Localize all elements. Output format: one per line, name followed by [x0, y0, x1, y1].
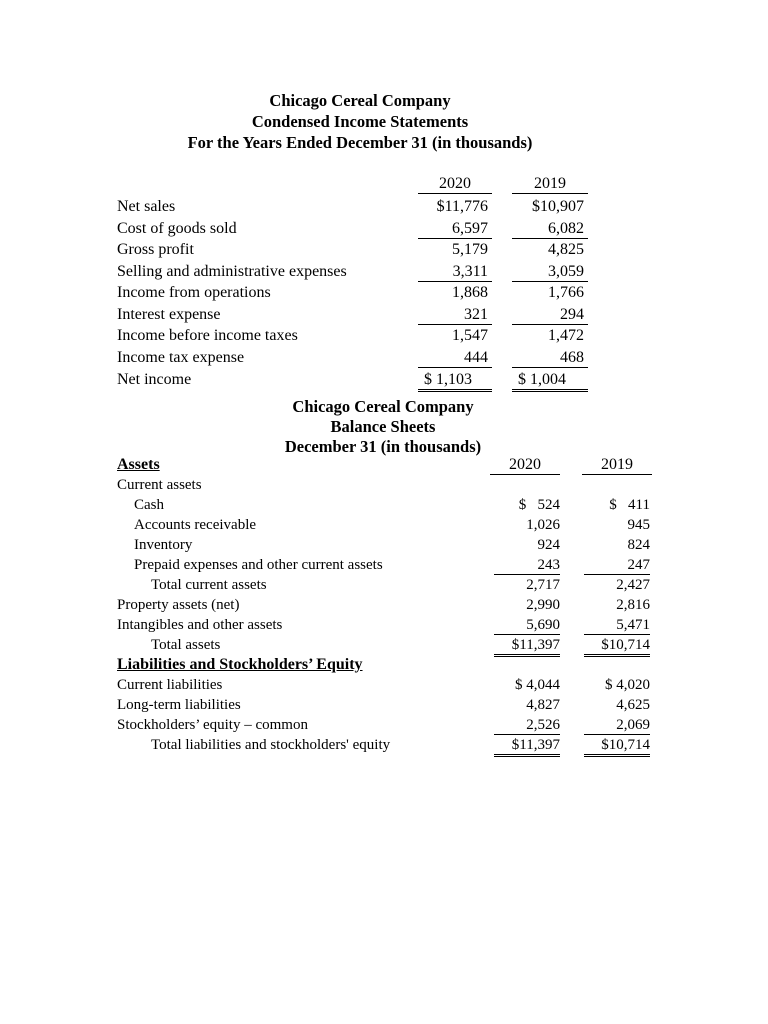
income-value-2019: 468: [512, 349, 588, 368]
liabilities-equity-heading: Liabilities and Stockholders’ Equity: [117, 656, 363, 673]
balance-value-2019: 2,069: [584, 717, 650, 735]
income-row-label: Net sales: [117, 198, 176, 215]
balance-value-2019: 247: [584, 557, 650, 575]
income-value-2019: $ 1,004: [512, 371, 588, 392]
income-value-2020: $ 1,103: [418, 371, 492, 392]
income-value-2020: 1,547: [452, 327, 488, 344]
income-row-label: Cost of goods sold: [117, 220, 237, 237]
income-company-title: Chicago Cereal Company: [269, 91, 451, 110]
income-row-label: Net income: [117, 371, 192, 388]
income-value-2019: $10,907: [532, 198, 584, 215]
income-value-2020: 5,179: [452, 241, 488, 258]
income-value-2019: 4,825: [548, 241, 584, 258]
income-value-2020: 444: [418, 349, 492, 368]
balance-value-2019: $10,714: [584, 637, 650, 657]
balance-sheet-title: Balance Sheets: [330, 417, 436, 436]
balance-value-2020: 2,526: [494, 717, 560, 735]
balance-row-label: Property assets (net): [117, 597, 240, 613]
income-row-label: Income tax expense: [117, 349, 245, 366]
income-value-2019: 294: [512, 306, 588, 325]
income-value-2020: 3,311: [418, 263, 492, 282]
balance-row-label: Total liabilities and stockholders' equity: [151, 737, 391, 753]
income-row-label: Income before income taxes: [117, 327, 298, 344]
income-value-2019: 1,766: [548, 284, 584, 301]
balance-value-2019: 4,625: [616, 697, 650, 713]
balance-value-2020: $ 524: [518, 497, 560, 513]
income-row-label: Income from operations: [117, 284, 271, 301]
balance-value-2019: 5,471: [584, 617, 650, 635]
balance-row-label: Prepaid expenses and other current assets: [134, 557, 383, 573]
balance-row-label: Current liabilities: [117, 677, 223, 693]
income-row-label: Gross profit: [117, 241, 194, 258]
balance-row-label: Cash: [134, 497, 164, 513]
balance-value-2020: $11,397: [494, 637, 560, 657]
balance-value-2019: $ 4,020: [605, 677, 650, 693]
assets-heading: Assets: [117, 456, 160, 473]
balance-row-label: Inventory: [134, 537, 193, 553]
balance-value-2020: 2,717: [526, 577, 560, 593]
balance-value-2019: 824: [627, 537, 650, 553]
income-year-2020: 2020: [418, 175, 492, 194]
balance-company-title: Chicago Cereal Company: [292, 397, 474, 416]
balance-year-2020: 2020: [490, 456, 560, 475]
income-value-2020: $11,776: [436, 198, 488, 215]
balance-row-label: Current assets: [117, 477, 202, 493]
income-value-2019: 3,059: [512, 263, 588, 282]
income-year-2019: 2019: [512, 175, 588, 194]
balance-value-2019: $10,714: [584, 737, 650, 757]
balance-value-2019: 945: [627, 517, 650, 533]
balance-value-2020: $ 4,044: [515, 677, 560, 693]
balance-value-2019: 2,816: [616, 597, 650, 613]
income-row-label: Interest expense: [117, 306, 221, 323]
balance-row-label: Total current assets: [151, 577, 267, 593]
balance-row-label: Accounts receivable: [134, 517, 257, 533]
balance-year-2019: 2019: [582, 456, 652, 475]
balance-value-2020: $11,397: [494, 737, 560, 757]
balance-value-2020: 5,690: [494, 617, 560, 635]
income-value-2020: 1,868: [452, 284, 488, 301]
balance-period: December 31 (in thousands): [284, 437, 482, 456]
income-value-2020: 321: [418, 306, 492, 325]
balance-value-2020: 4,827: [526, 697, 560, 713]
income-statement-title: Condensed Income Statements: [251, 112, 469, 131]
balance-value-2019: $ 411: [609, 497, 650, 513]
income-value-2020: 6,597: [418, 220, 492, 239]
balance-value-2020: 2,990: [526, 597, 560, 613]
balance-row-label: Long-term liabilities: [117, 697, 241, 713]
balance-value-2020: 924: [537, 537, 560, 553]
income-value-2019: 6,082: [512, 220, 588, 239]
income-period: For the Years Ended December 31 (in thousands): [187, 133, 533, 152]
balance-value-2019: 2,427: [616, 577, 650, 593]
balance-value-2020: 1,026: [526, 517, 560, 533]
income-value-2019: 1,472: [548, 327, 584, 344]
balance-row-label: Stockholders’ equity – common: [117, 717, 308, 733]
income-row-label: Selling and administrative expenses: [117, 263, 347, 280]
balance-row-label: Intangibles and other assets: [117, 617, 283, 633]
balance-value-2020: 243: [494, 557, 560, 575]
balance-row-label: Total assets: [151, 637, 221, 653]
